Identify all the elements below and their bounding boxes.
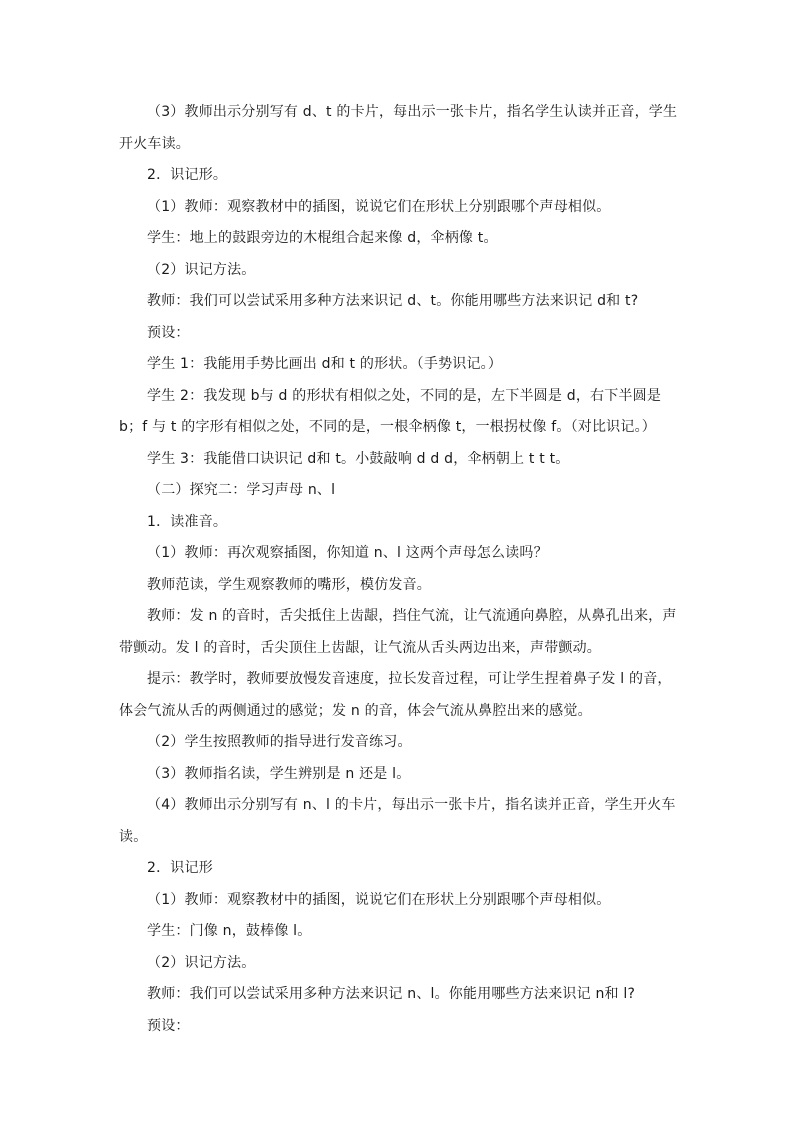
paragraph-teacher-demo: 教师范读，学生观察教师的嘴形，模仿发音。 <box>147 576 431 593</box>
heading-recognize-shape: 2．识记形。 <box>147 167 228 183</box>
paragraph-preset: 预设： <box>147 324 190 341</box>
paragraph-observe-illustration: （1）教师：观察教材中的插图，说说它们在形状上分别跟哪个声母相似。 <box>147 198 611 215</box>
paragraph-memory-method-2: （2）识记方法。 <box>147 954 256 971</box>
paragraph-observe-again: （1）教师：再次观察插图，你知道 n、l 这两个声母怎么读吗？ <box>147 545 548 561</box>
paragraph-practice: （2）学生按照教师的指导进行发音练习。 <box>147 734 412 750</box>
paragraph-student-1: 学生 1：我能用手势比画出 d和 t 的形状。（手势识记。） <box>147 356 503 372</box>
paragraph-observe-illustration-2: （1）教师：观察教材中的插图，说说它们在形状上分别跟哪个声母相似。 <box>147 891 611 908</box>
paragraph-student-3: 学生 3：我能借口诀识记 d和 t。小鼓敲响 d d d，伞柄朝上 t t t。 <box>147 450 570 467</box>
paragraph-card-reading-nl: （4）教师出示分别写有 n、l 的卡片，每出示一张卡片，指名读并正音，学生开火车读。 <box>119 797 676 845</box>
paragraph-memory-method: （2）识记方法。 <box>147 261 256 278</box>
paragraph-teacher-question-dt: 教师：我们可以尝试采用多种方法来识记 d、t。你能用哪些方法来识记 d和 t? <box>147 293 639 309</box>
document-body <box>119 97 682 1042</box>
heading-recognize-shape-2: 2．识记形 <box>147 860 213 876</box>
paragraph-teacher-question-nl: 教师：我们可以尝试采用多种方法来识记 n、l。你能用哪些方法来识记 n和 l? <box>147 986 636 1002</box>
paragraph-pronunciation: 教师：发 n 的音时，舌尖抵住上齿龈，挡住气流，让气流通向鼻腔，从鼻孔出来，声带颤动。发 l 的音时，舌尖顶住上齿龈，让气流从舌头两边出来，声带颤动。 <box>119 608 677 656</box>
heading-read-sound: 1．读准音。 <box>147 513 228 530</box>
paragraph-card-reading-dt: （3）教师出示分别写有 d、t 的卡片，每出示一张卡片，指名学生认读并正音，学生开火车读。 <box>119 104 678 152</box>
paragraph-distinguish: （3）教师指名读，学生辨别是 n 还是 l。 <box>147 765 411 782</box>
paragraph-preset-2: 预设： <box>147 1017 190 1034</box>
paragraph-student-answer-nl: 学生：门像 n，鼓棒像 l。 <box>147 923 312 939</box>
paragraph-tip: 提示：教学时，教师要放慢发音速度，拉长发音过程，可让学生捏着鼻子发 l 的音，体会气流从舌的两侧通过的感觉；发 n 的音，体会气流从鼻腔出来的感觉。 <box>119 671 672 719</box>
paragraph-student-2: 学生 2：我发现 b与 d 的形状有相似之处，不同的是，左下半圆是 d，右下半圆是 b；f 与 t 的字形有相似之处，不同的是，一根伞柄像 t，一根拐杖像 f。（对比识记。） <box>119 387 662 435</box>
paragraph-student-answer-dt: 学生：地上的鼓跟旁边的木棍组合起来像 d，伞柄像 t。 <box>147 230 498 246</box>
heading-explore-two: （二）探究二：学习声母 n、l <box>147 482 336 498</box>
